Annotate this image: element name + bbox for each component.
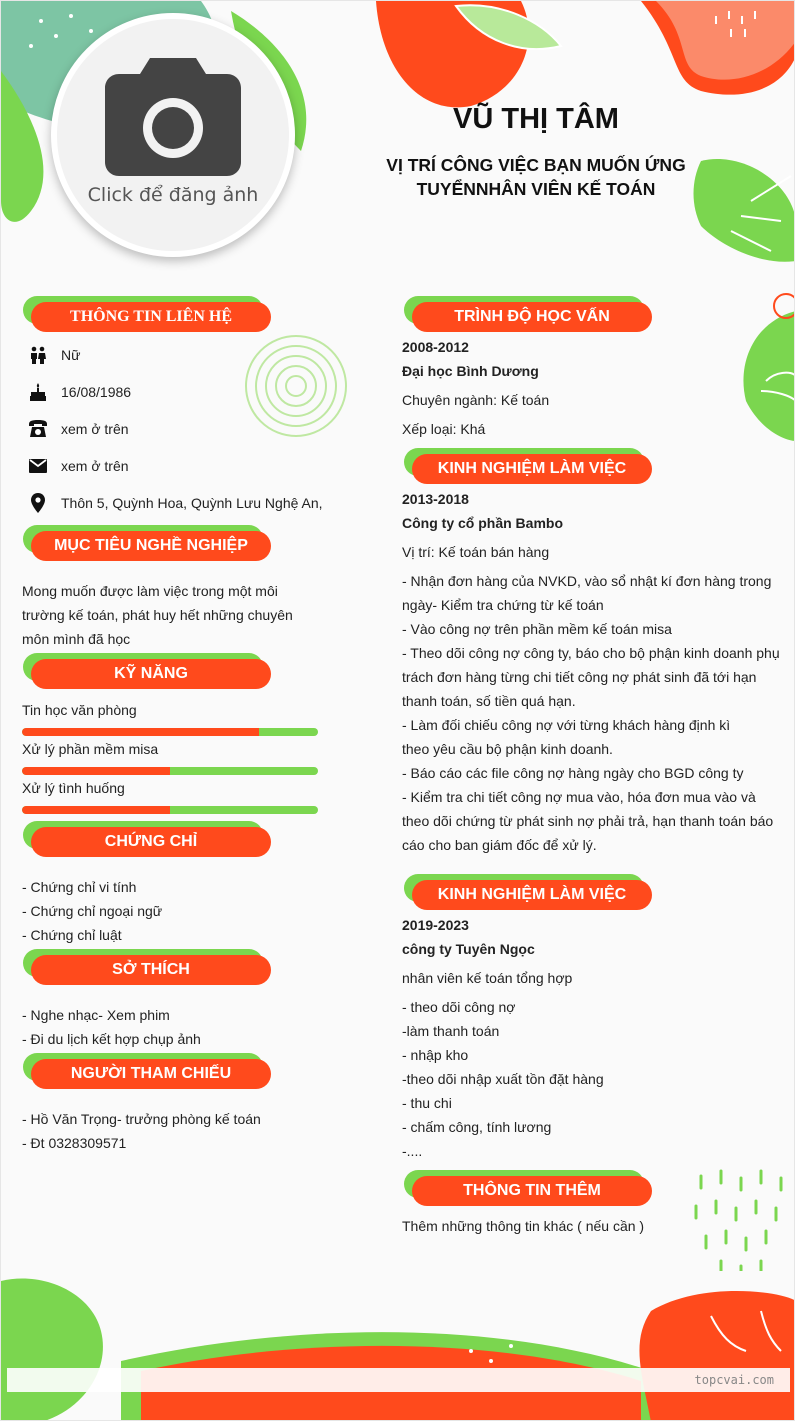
avatar-upload[interactable]	[51, 13, 295, 257]
list-item: -....	[402, 1143, 423, 1159]
references-list	[22, 1107, 261, 1155]
avatar-label: Click để đăng ảnh	[87, 184, 259, 206]
education-title: TRÌNH ĐỘ HỌC VẤN	[412, 302, 652, 332]
references-section-title	[23, 1053, 271, 1089]
skill-name: Xử lý tình huống	[22, 780, 125, 796]
list-item: - theo dõi công nợ	[402, 999, 516, 1015]
skill-level-bar	[22, 767, 318, 775]
experience-company: công ty Tuyên Ngọc	[402, 941, 535, 957]
certificates-list	[22, 875, 162, 947]
contact-phone-value: xem ở trên	[61, 421, 129, 437]
education-school: Đại học Bình Dương	[402, 363, 539, 379]
location-pin-icon	[27, 492, 49, 514]
list-item: - Đi du lịch kết hợp chụp ảnh	[22, 1031, 201, 1047]
swirl-decoration	[241, 331, 351, 441]
experience-period: 2013-2018	[402, 491, 469, 507]
objective-text	[22, 579, 322, 651]
list-item: theo dõi chứng từ phát sinh nợ phải trả, hạn thanh toán báo	[402, 813, 774, 829]
desired-position	[381, 153, 691, 201]
email-icon	[27, 455, 49, 477]
experience-description	[402, 995, 782, 1163]
experience-title: KINH NGHIỆM LÀM VIỆC	[412, 880, 652, 910]
skill-level-fill	[22, 806, 170, 814]
dash-decoration	[681, 1166, 795, 1286]
watermark: topcvai.com	[7, 1368, 790, 1392]
desired-position-line1: VỊ TRÍ CÔNG VIỆC BẠN MUỐN ỨNG	[386, 155, 686, 175]
contact-section-title	[23, 296, 271, 332]
skill-level-bar	[22, 728, 318, 736]
education-grade: Xếp loại: Khá	[402, 421, 486, 437]
extra-section-title	[404, 1170, 652, 1206]
extra-title: THÔNG TIN THÊM	[412, 1176, 652, 1206]
contact-title: THÔNG TIN LIÊN HỆ	[31, 302, 271, 332]
contact-birthday	[27, 380, 131, 404]
footer-decoration	[1, 1271, 795, 1421]
list-item: -theo dõi nhập xuất tồn đặt hàng	[402, 1071, 604, 1087]
certificates-section-title	[23, 821, 271, 857]
experience-section-title	[404, 874, 652, 910]
objective-title: MỤC TIÊU NGHỀ NGHIỆP	[31, 531, 271, 561]
list-item: - Đt 0328309571	[22, 1135, 127, 1151]
objective-line: môn mình đã học	[22, 631, 131, 647]
list-item: - chấm công, tính lương	[402, 1119, 552, 1135]
list-item: cáo cho ban giám đốc để xử lý.	[402, 837, 597, 853]
phone-icon	[27, 418, 49, 440]
list-item: - Chứng chỉ luật	[22, 927, 122, 943]
skill-level-bar	[22, 806, 318, 814]
experience-role: nhân viên kế toán tổng hợp	[402, 970, 573, 986]
hobbies-title: SỞ THÍCH	[31, 955, 271, 985]
birthday-cake-icon	[27, 381, 49, 403]
skill-name: Xử lý phần mềm misa	[22, 741, 159, 757]
list-item: - Báo cáo các file công nợ hàng ngày cho BGD công ty	[402, 765, 744, 781]
experience-company: Công ty cổ phần Bambo	[402, 515, 563, 531]
skill-level-fill	[22, 767, 170, 775]
skill-level-fill	[22, 728, 259, 736]
experience-description	[402, 569, 782, 857]
list-item: - Vào công nợ trên phần mềm kế toán misa	[402, 621, 672, 637]
list-item: - Làm đối chiếu công nợ với từng khách hàng định kì	[402, 717, 731, 733]
contact-gender	[27, 343, 80, 367]
list-item: - Nhận đơn hàng của NVKD, vào sổ nhật kí đơn hàng trong	[402, 573, 772, 589]
list-item: - Nghe nhạc- Xem phim	[22, 1007, 170, 1023]
certificates-title: CHỨNG CHỈ	[31, 827, 271, 857]
gender-icon	[27, 344, 49, 366]
extra-text: Thêm những thông tin khác ( nếu cần )	[402, 1218, 645, 1234]
camera-icon	[105, 58, 241, 176]
list-item: - nhập kho	[402, 1047, 469, 1063]
objective-section-title	[23, 525, 271, 561]
experience-role: Vị trí: Kế toán bán hàng	[402, 544, 550, 560]
hobbies-section-title	[23, 949, 271, 985]
desired-position-line2: TUYỂNNHÂN VIÊN KẾ TOÁN	[416, 179, 656, 199]
objective-line: trường kế toán, phát huy hết những chuyên	[22, 607, 293, 623]
list-item: - Theo dõi công nợ công ty, báo cho bộ phận kinh doanh phụ	[402, 645, 780, 661]
experience-period: 2019-2023	[402, 917, 469, 933]
skill-name: Tin học văn phòng	[22, 702, 137, 718]
list-item: - thu chi	[402, 1095, 452, 1111]
list-item: - Kiểm tra chi tiết công nợ mua vào, hóa đơn mua vào và	[402, 789, 756, 805]
list-item: - Hồ Văn Trọng- trưởng phòng kế toán	[22, 1111, 261, 1127]
list-item: - Chứng chỉ ngoại ngữ	[22, 903, 163, 919]
contact-email-value: xem ở trên	[61, 458, 129, 474]
contact-gender-value: Nữ	[61, 347, 81, 363]
leaf-decoration-right	[736, 291, 795, 451]
skills-section-title	[23, 653, 271, 689]
list-item: -làm thanh toán	[402, 1023, 500, 1039]
experience-title: KINH NGHIỆM LÀM VIỆC	[412, 454, 652, 484]
hobbies-list	[22, 1003, 201, 1051]
list-item: thanh toán, số tiền quá hạn.	[402, 693, 576, 709]
education-major: Chuyên ngành: Kế toán	[402, 392, 550, 408]
objective-line: Mong muốn được làm việc trong một môi	[22, 583, 278, 599]
list-item: trách đơn hàng từng chi tiết công nợ phát sinh đã tới hạn	[402, 669, 757, 685]
contact-email	[27, 454, 129, 478]
list-item: - Chứng chỉ vi tính	[22, 879, 137, 895]
skills-title: KỸ NĂNG	[31, 659, 271, 689]
list-item: theo yêu cầu bộ phận kinh doanh.	[402, 741, 613, 757]
candidate-name: VŨ THỊ TÂM	[453, 103, 619, 135]
contact-address-value: Thôn 5, Quỳnh Hoa, Quỳnh Lưu Nghệ An,	[61, 495, 323, 511]
contact-address	[27, 491, 323, 515]
list-item: ngày- Kiểm tra chứng từ kế toán	[402, 597, 604, 613]
references-title: NGƯỜI THAM CHIẾU	[31, 1059, 271, 1089]
contact-phone	[27, 417, 129, 441]
contact-birthday-value: 16/08/1986	[61, 384, 132, 400]
education-section-title	[404, 296, 652, 332]
experience-section-title	[404, 448, 652, 484]
education-period: 2008-2012	[402, 339, 469, 355]
